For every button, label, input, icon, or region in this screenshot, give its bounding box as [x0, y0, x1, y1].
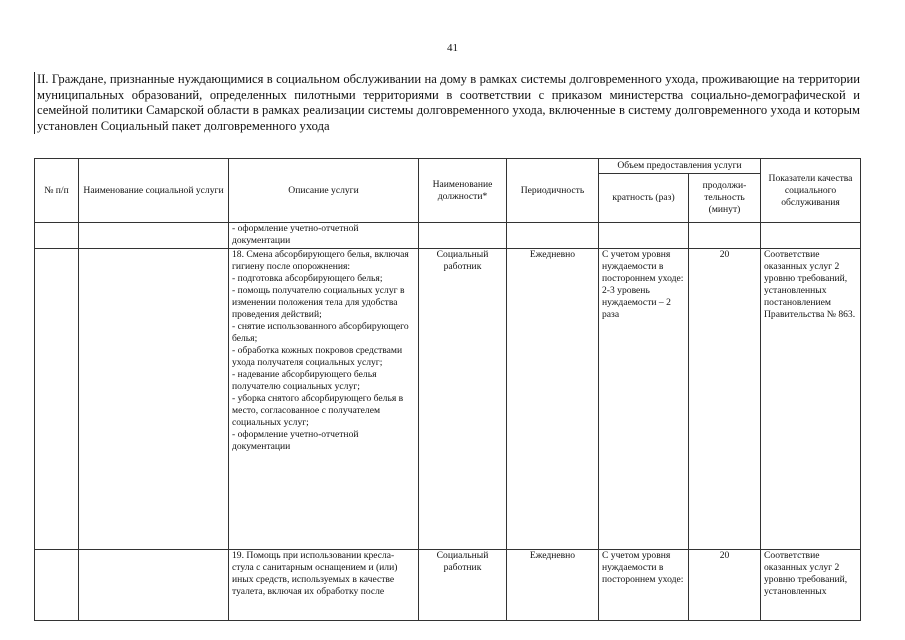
- cell-duration: [689, 223, 761, 249]
- header-name: Наименование социальной услуги: [79, 159, 229, 223]
- header-duration: продолжи-тельность (минут): [689, 174, 761, 223]
- cell-num: [35, 249, 79, 550]
- cell-num: [35, 550, 79, 621]
- cell-name: [79, 249, 229, 550]
- services-table: [34, 158, 861, 621]
- cell-position: [419, 223, 507, 249]
- cell-quality: [761, 550, 861, 621]
- cell-description-text: 19. Помощь при использовании кресла-стула с санитарным оснащением и (или) иных средств, используемых в качестве туалета, включая их обработку после: [232, 550, 398, 597]
- header-description: Описание услуги: [229, 159, 419, 223]
- cell-periodicity: Ежедневно: [507, 550, 599, 621]
- cell-quality: [761, 223, 861, 249]
- cell-multiplicity: [599, 223, 689, 249]
- header-num: № п/п: [35, 159, 79, 223]
- cell-description: 18. Смена абсорбирующего белья, включая гигиену после опорожнения: - подготовка абсорбирующего белья; - помощь получателю социальных услуг в изменении положения тела для удобства проведения действий; - снятие использованного абсорбирующего белья; - обработка кожных покровов средствами ухода получателя социальных услуг; - надевание абсорбирующего белья получателю социальных услуг; - уборка снятого абсорбирующего белья в место, согласованное с получателем социальных услуг; - оформление учетно-отчетной документации: [229, 249, 419, 550]
- page-number: 41: [447, 42, 458, 54]
- cell-periodicity: [507, 223, 599, 249]
- header-quality: Показатели качества социального обслуживания: [761, 159, 861, 223]
- cell-name: [79, 223, 229, 249]
- header-multiplicity: кратность (раз): [599, 174, 689, 223]
- cell-position: Социальный работник: [419, 550, 507, 621]
- cell-duration: 20: [689, 249, 761, 550]
- table-row: [35, 223, 861, 249]
- cell-quality-text: Соответствие оказанных услуг 2 уровню требований, установленных: [764, 550, 848, 597]
- header-position: Наименование должности*: [419, 159, 507, 223]
- cell-periodicity: Ежедневно: [507, 249, 599, 550]
- cell-name: [79, 550, 229, 621]
- header-volume: Объем предоставления услуги: [599, 159, 761, 174]
- cell-position: Социальный работник: [419, 249, 507, 550]
- cell-description: [229, 550, 419, 621]
- cell-multiplicity-text: С учетом уровня нуждаемости в постороннем уходе:: [602, 550, 684, 585]
- table-row: [35, 550, 861, 621]
- cell-multiplicity: С учетом уровня нуждаемости в постороннем уходе: 2-3 уровень нуждаемости – 2 раза: [599, 249, 689, 550]
- cell-num: [35, 223, 79, 249]
- section-title: II. Граждане, признанные нуждающимися в социальном обслуживании на дому в рамках системы долговременного ухода, проживающие на территории муниципальных образований, определенных пилотными территориями в соответствии с приказом министерства социально-демографической и семейной политики Самарской области в рамках реализации системы долговременного ухода, включенные в систему долговременного ухода и которым установлен Социальный пакет долговременного ухода: [34, 72, 860, 134]
- header-periodicity: Периодичность: [507, 159, 599, 223]
- cell-duration: 20: [689, 550, 761, 621]
- cell-quality: Соответствие оказанных услуг 2 уровню требований, установленных постановлением Правительства № 863.: [761, 249, 861, 550]
- table-row: [35, 249, 861, 550]
- cell-description: - оформление учетно-отчетной документации: [229, 223, 419, 249]
- cell-multiplicity: [599, 550, 689, 621]
